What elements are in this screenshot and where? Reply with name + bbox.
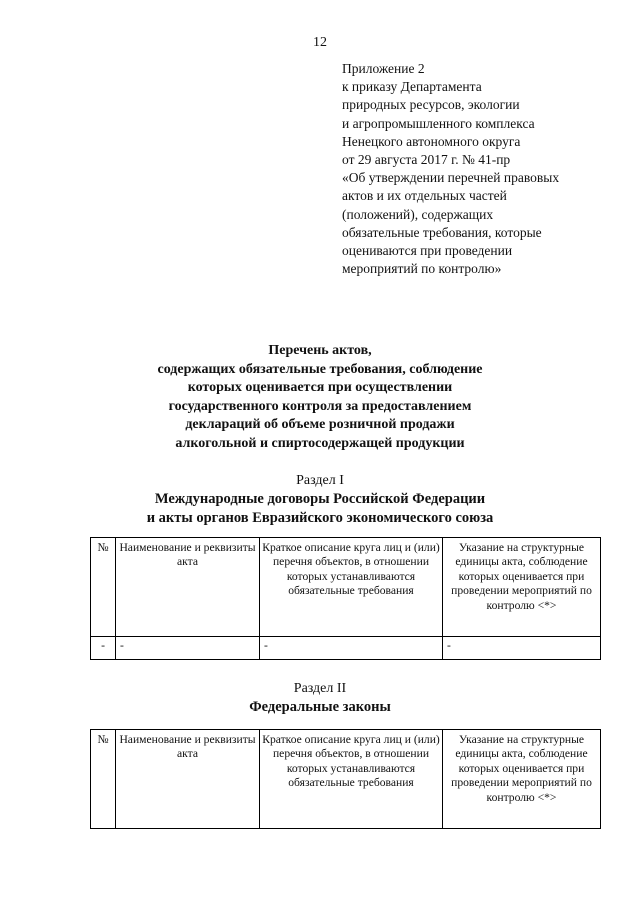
header-act-name: Наименование и реквизиты акта <box>116 538 260 637</box>
table-cell: - <box>91 637 116 660</box>
section-title-line: Федеральные законы <box>249 699 391 715</box>
appendix-line: и агропромышленного комплекса <box>342 115 535 131</box>
section-1-title <box>0 490 640 528</box>
header-description: Краткое описание круга лиц и (или) перечня объектов, в отношении которых устанавливаются обязательные требования <box>260 538 443 637</box>
header-act-name: Наименование и реквизиты акта <box>116 730 260 829</box>
page-number: 12 <box>313 35 327 50</box>
appendix-line: мероприятий по контролю» <box>342 261 502 277</box>
title-line: деклараций об объеме розничной продажи <box>185 417 455 432</box>
appendix-block <box>342 60 632 278</box>
section-1-label: Раздел I <box>296 473 344 488</box>
section-2-title <box>0 698 640 717</box>
appendix-line: (положений), содержащих <box>342 206 494 222</box>
table-cell: - <box>116 637 260 660</box>
appendix-line: к приказу Департамента <box>342 79 482 95</box>
header-number: № <box>91 538 116 637</box>
title-line: государственного контроля за предоставлением <box>168 398 472 414</box>
appendix-line: обязательные требования, которые <box>342 224 542 240</box>
table-cell: - <box>260 637 443 660</box>
appendix-line: от 29 августа 2017 г. № 41-пр <box>342 152 511 168</box>
header-description: Краткое описание круга лиц и (или) перечня объектов, в отношении которых устанавливаются обязательные требования <box>260 730 443 829</box>
header-structural-units: Указание на структурные единицы акта, соблюдение которых оценивается при проведении мероприятий по контролю <*> <box>443 730 601 829</box>
table-header-row <box>91 730 601 829</box>
title-line: алкогольной и спиртосодержащей продукции <box>175 435 465 451</box>
table-header-row <box>91 538 601 637</box>
document-title <box>0 342 640 453</box>
title-line: содержащих обязательные требования, соблюдение <box>157 361 483 377</box>
table-row <box>91 637 601 660</box>
section-2-table <box>90 729 601 829</box>
section-title-line: и акты органов Евразийского экономического союза <box>146 510 494 526</box>
appendix-line: актов и их отдельных частей <box>342 188 507 204</box>
appendix-line: Ненецкого автономного округа <box>342 133 521 149</box>
title-line: Перечень актов, <box>268 343 372 358</box>
appendix-line: «Об утверждении перечней правовых <box>342 170 560 186</box>
section-title-line: Международные договоры Российской Федерации <box>154 491 486 507</box>
section-1-table <box>90 537 601 660</box>
header-structural-units: Указание на структурные единицы акта, соблюдение которых оценивается при проведении мероприятий по контролю <*> <box>443 538 601 637</box>
section-2-label: Раздел II <box>293 681 347 696</box>
table-cell: - <box>443 637 601 660</box>
title-line: которых оценивается при осуществлении <box>187 380 453 395</box>
appendix-line: оцениваются при проведении <box>342 243 513 259</box>
header-number: № <box>91 730 116 829</box>
appendix-line: природных ресурсов, экологии <box>342 97 520 113</box>
appendix-line: Приложение 2 <box>342 61 425 76</box>
